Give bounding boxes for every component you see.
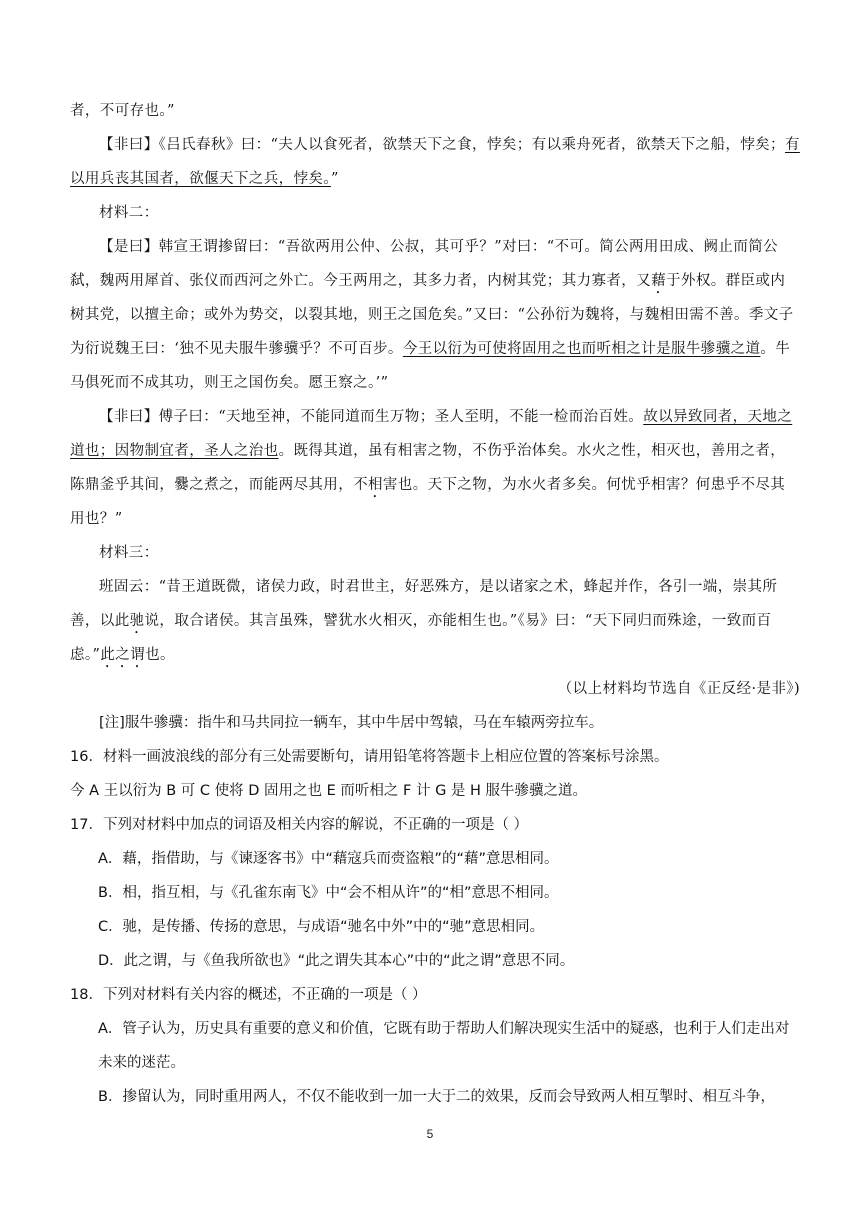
question-text: 16．材料一画波浪线的部分有三处需要断句，请用铅笔将答题卡上相应位置的答案标号涂黑。 xyxy=(70,749,669,765)
fei-text: 【非曰】《吕氏春秋》曰：“夫人以食死者，欲禁天下之食，悖矣；有以乘舟死者，欲禁天下之船，悖矣； xyxy=(99,137,785,153)
material-3-heading xyxy=(70,536,800,570)
text-line xyxy=(70,94,800,128)
page-number: 5 xyxy=(426,1127,434,1141)
paragraph-shi xyxy=(70,230,800,400)
q18-option-a xyxy=(98,1012,800,1080)
material-2-heading xyxy=(70,196,800,230)
shi-text: 【是曰】韩宣王谓掺留曰：“吾欲两用公仲、公叔，其可乎？”对曰：“不可。简公两用田成、阙止而简公弑，魏两用犀首、张仪而西河之外亡。今王两用之，其多力者，内树其党；其力寡者，又 xyxy=(70,239,779,289)
fei-text-end: ” xyxy=(330,171,339,187)
annotation-note xyxy=(70,706,800,740)
dotted-word: 藉 xyxy=(651,273,667,289)
paragraph-fei-2 xyxy=(70,400,800,536)
paragraph-fei-1 xyxy=(70,128,800,196)
fei-text-end: 害也。天下之物，为水火者多矣。何忧乎相害？何患乎不尽其用也？” xyxy=(70,477,786,527)
shi-text-end: 。牛马俱死而不成其功，则王之国伤矣。愿王察之。’” xyxy=(70,341,791,391)
material-heading: 材料三： xyxy=(99,545,159,561)
shi-text: 于外权。群臣或内树其党，以擅主命；或外为势交，以裂其地，则王之国危矣。”又曰：“公孙衍为魏将，与魏相田需不善。季文子为衍说魏王曰：‘独不见夫服牛骖骥乎？不可百步。 xyxy=(70,273,794,357)
option-text: A．藉，指借助，与《谏逐客书》中“藉寇兵而赍盗粮”的“藉”意思相同。 xyxy=(98,851,559,867)
option-text: A．管子认为，历史具有重要的意义和价值，它既有助于帮助人们解决现实生活中的疑惑，也利于人们走出对未来的迷茫。 xyxy=(98,1021,790,1071)
dotted-word: 相 xyxy=(368,477,383,493)
q17-option-a xyxy=(98,842,800,876)
sentence-break-options: 今 A 王以衍为 B 可 C 使将 D 固用之也 E 而听相之 F 计 G 是 H 服牛骖骥之道。 xyxy=(70,783,588,799)
option-text: C．驰，是传播、传扬的意思，与成语“驰名中外”中的“驰”意思相同。 xyxy=(98,919,545,935)
q17-option-b xyxy=(98,876,800,910)
question-17 xyxy=(70,808,800,842)
note-text: [注]服牛骖骥：指牛和马共同拉一辆车，其中牛居中驾辕，马在车辕两旁拉车。 xyxy=(99,715,604,731)
source-text: （以上材料均节选自《正反经·是非》) xyxy=(557,681,800,697)
option-text: B．相，指互相，与《孔雀东南飞》中“会不相从许”的“相”意思不相同。 xyxy=(98,885,559,901)
ban-text-end: 也。 xyxy=(145,647,175,663)
option-text: B．掺留认为，同时重用两人，不仅不能收到一加一大于二的效果，反而会导致两人相互掣时、相互斗争， xyxy=(98,1089,775,1105)
underlined-text: 故以异致同者，天地之道也；因物制宜者，圣人之治也 xyxy=(70,409,793,459)
ban-text: 班固云：“昔王道既微，诸侯力政，时君世主，好恶殊方，是以诸家之术，蜂起并作，各引一端，崇其所善，以此 xyxy=(70,579,778,629)
underlined-text: 有以用兵丧其国者，欲偃天下之兵，悖矣。 xyxy=(70,137,800,187)
question-16-options xyxy=(70,774,800,808)
question-text: 18．下列对材料有关内容的概述，不正确的一项是（ ） xyxy=(70,987,427,1003)
fei-text: 【非曰】傅子曰：“天地至神，不能同道而生万物；圣人至明，不能一检而治百姓。 xyxy=(99,409,644,425)
q17-option-c xyxy=(98,910,800,944)
paragraph-ban xyxy=(70,570,800,672)
dotted-word: 驰 xyxy=(129,613,145,629)
q17-option-d xyxy=(98,944,800,978)
option-text: D．此之谓，与《鱼我所欲也》“此之谓失其本心”中的“此之谓”意思不同。 xyxy=(98,953,575,969)
source-note xyxy=(70,672,800,706)
question-text: 17．下列对材料中加点的词语及相关内容的解说，不正确的一项是（ ） xyxy=(70,817,529,833)
q18-option-b xyxy=(98,1080,800,1114)
wavy-underlined-text: 今王以衍为可使将固用之也而听相之计是服牛骖骥之道 xyxy=(402,341,761,357)
material-heading: 材料二： xyxy=(99,205,159,221)
question-16 xyxy=(70,740,800,774)
dotted-word: 此之谓 xyxy=(100,647,146,663)
question-18 xyxy=(70,978,800,1012)
ban-text: 说，取合诸侯。其言虽殊，譬犹水火相灭，亦能相生也。”《易》曰：“天下同归而殊途，一致而百虑。” xyxy=(70,613,772,663)
continuation-text: 者，不可存也。” xyxy=(70,103,175,119)
fei-text: 。既得其道，虽有相害之物，不伤乎治体矣。水火之性，相灭也，善用之者，陈鼎釜乎其间，爨之煮之，而能两尽其用，不 xyxy=(70,443,786,493)
